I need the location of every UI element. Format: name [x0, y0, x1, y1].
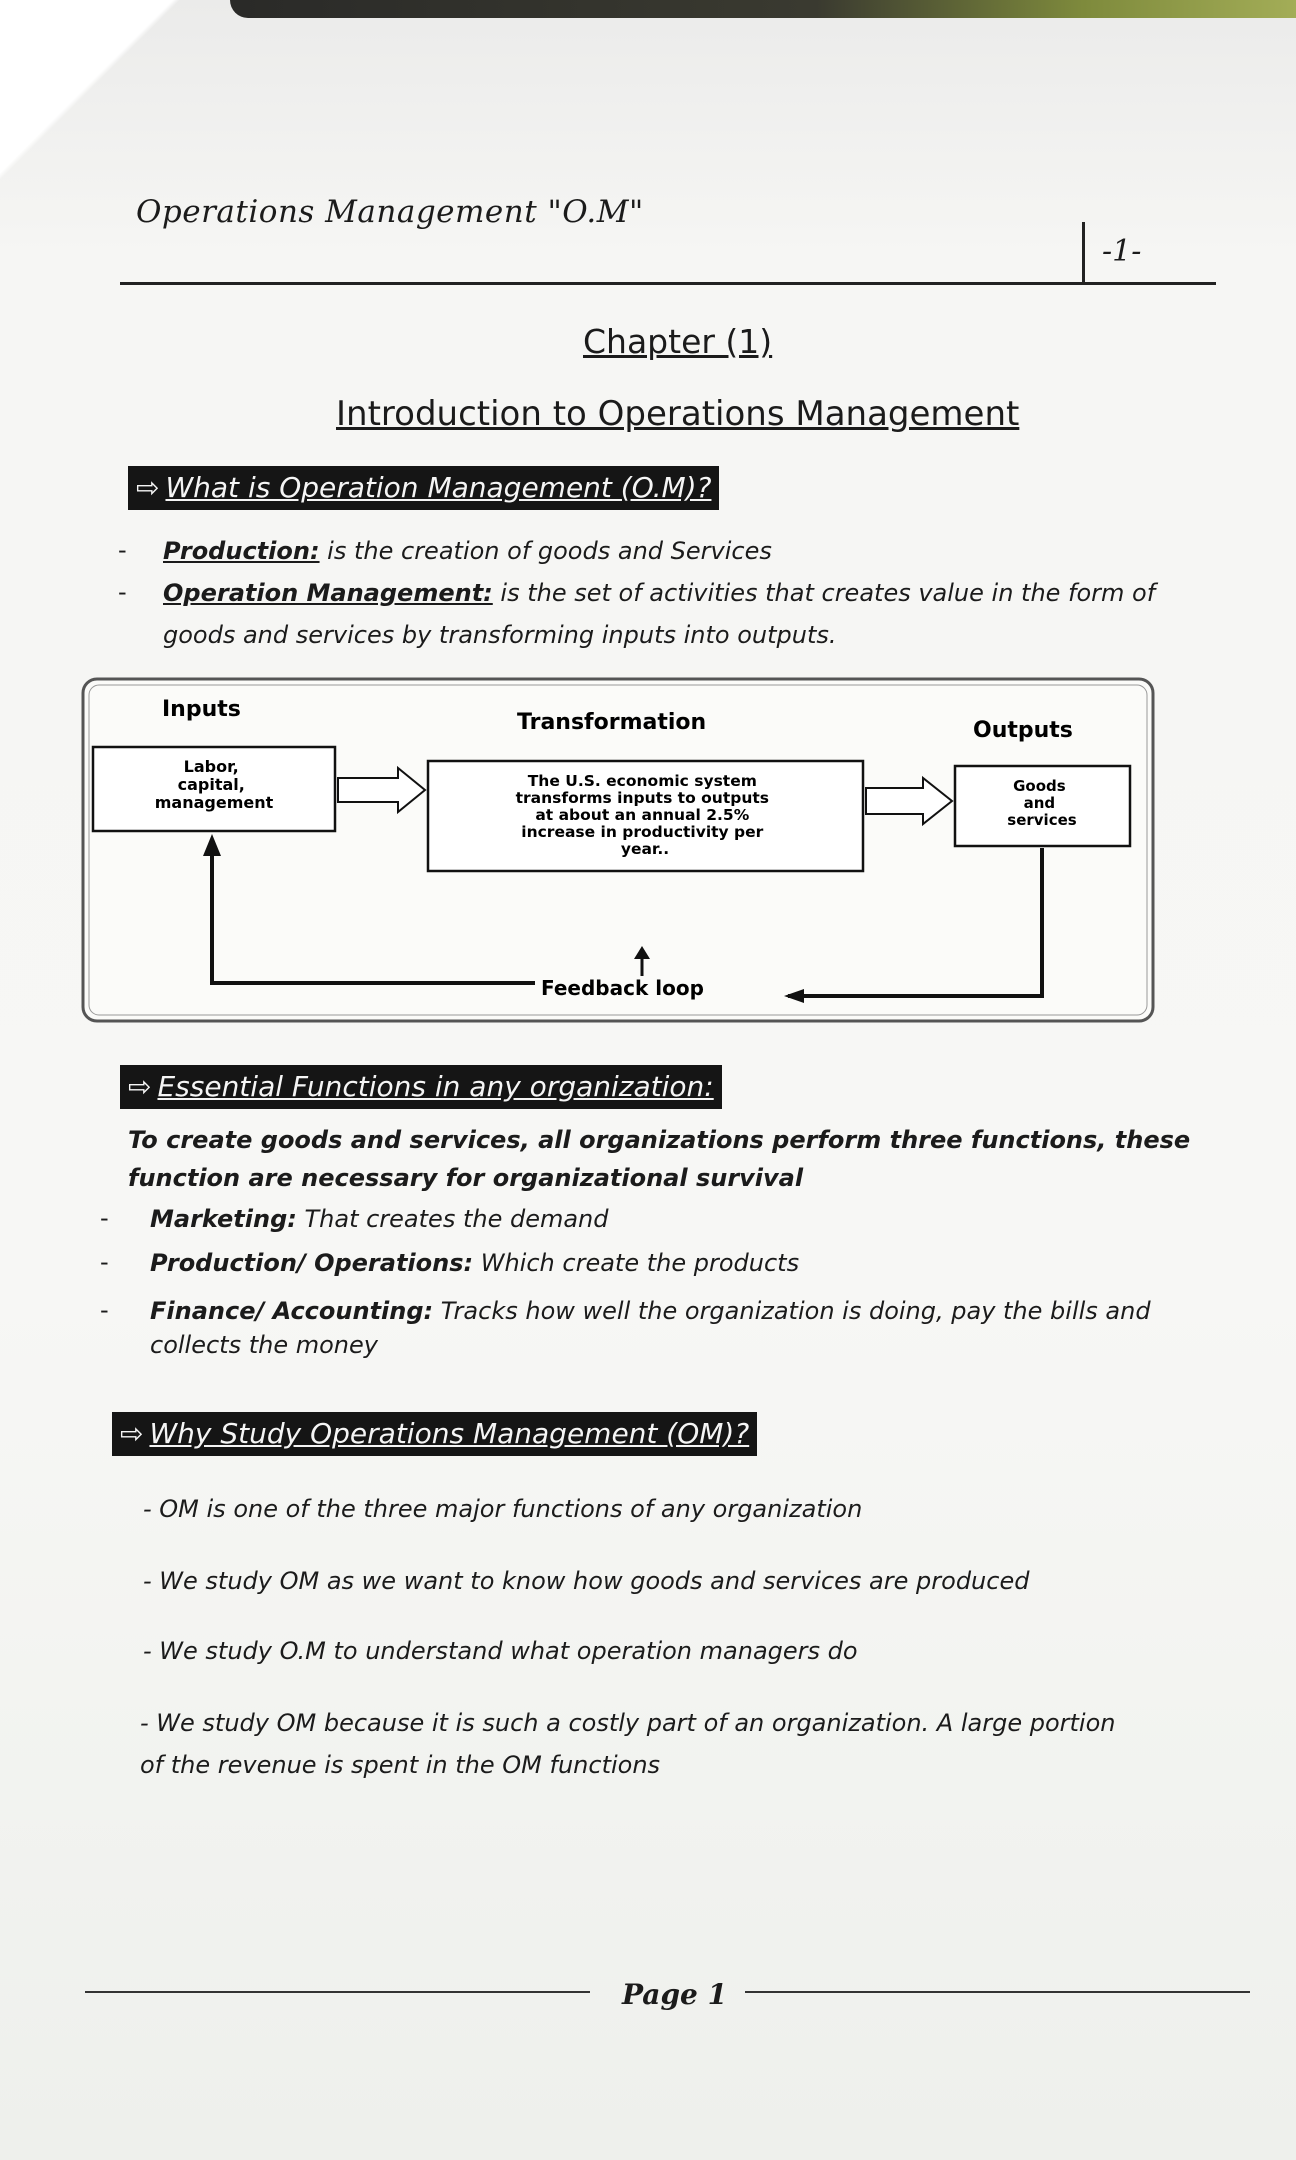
list-item-marketing: Marketing: That creates the demand — [150, 1205, 609, 1233]
outputs-box-text: Goods and services — [1007, 777, 1077, 829]
reason-item: - We study OM because it is such a costly part of an organization. A large portion — [140, 1709, 1116, 1737]
list-item-production: Production: is the creation of goods and Services — [163, 537, 772, 565]
transformation-label: Transformation — [517, 710, 707, 735]
bullet-dash: - — [118, 536, 127, 564]
list-item-production-operations: Production/ Operations: Which create the products — [150, 1249, 800, 1277]
section-heading-essential-functions — [120, 1065, 722, 1109]
list-item-continuation: goods and services by transforming inputs into outputs. — [163, 621, 837, 649]
bullet-dash: - — [100, 1248, 109, 1276]
reason-item: - OM is one of the three major functions of any organization — [143, 1495, 863, 1523]
inputs-box-text: Labor, capital, management — [154, 757, 274, 812]
list-item-finance-accounting: Finance/ Accounting: Tracks how well the organization is doing, pay the bills and — [150, 1297, 1151, 1325]
arrow-icon: ⇨ — [136, 471, 160, 504]
header-divider — [1082, 222, 1085, 284]
section-heading-what-is-om — [128, 466, 719, 510]
bullet-dash: - — [100, 1204, 109, 1232]
arrow-icon: ⇨ — [120, 1417, 144, 1450]
section-heading-label: What is Operation Management (O.M)? — [165, 471, 712, 504]
transformation-diagram — [80, 676, 1156, 1024]
footer-rule-right — [745, 1991, 1250, 1993]
footer-rule-left — [85, 1991, 590, 1993]
inputs-label: Inputs — [162, 697, 241, 722]
section-heading-why-study-om — [112, 1412, 757, 1456]
list-item-operation-management: Operation Management: is the set of activities that creates value in the form of — [163, 579, 1156, 607]
section-intro-line-2: function are necessary for organizational survival — [128, 1164, 804, 1192]
reason-item-continuation: of the revenue is spent in the OM functions — [140, 1751, 661, 1779]
reason-item: - We study OM as we want to know how goods and services are produced — [143, 1567, 1030, 1595]
arrow-icon: ⇨ — [128, 1070, 152, 1103]
section-heading-label: Why Study Operations Management (OM)? — [149, 1417, 750, 1450]
section-heading-label: Essential Functions in any organization: — [157, 1070, 714, 1103]
transformation-box-text: The U.S. economic system transforms inputs to outputs at about an annual 2.5% increase in productivity per year.. — [515, 772, 769, 858]
feedback-loop-label: Feedback loop — [541, 976, 704, 1000]
reason-item: - We study O.M to understand what operation managers do — [143, 1637, 858, 1665]
photo-top-edge — [230, 0, 1296, 18]
outputs-label: Outputs — [973, 718, 1073, 743]
list-item-continuation: collects the money — [150, 1331, 378, 1359]
page-title: Introduction to Operations Management — [336, 394, 1020, 434]
running-header-title: Operations Management "O.M" — [136, 194, 644, 230]
header-page-number: -1- — [1102, 234, 1142, 269]
bullet-dash: - — [118, 578, 127, 606]
page-corner — [0, 0, 180, 180]
bullet-dash: - — [100, 1296, 109, 1324]
footer-page-label: Page 1 — [622, 1978, 728, 2011]
section-intro-line-1: To create goods and services, all organizations perform three functions, these — [128, 1126, 1191, 1154]
chapter-heading: Chapter (1) — [583, 322, 773, 361]
header-rule — [120, 282, 1216, 285]
